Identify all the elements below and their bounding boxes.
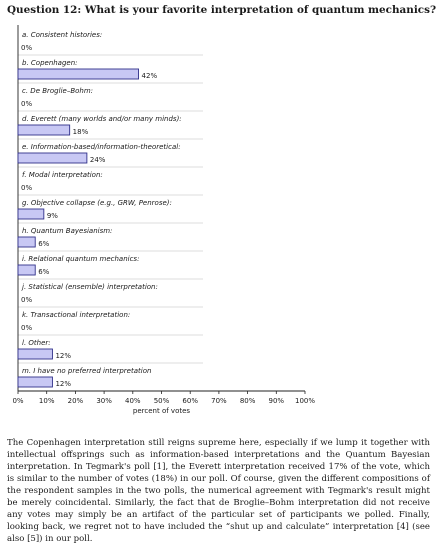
bar <box>18 153 87 163</box>
value-label: 6% <box>38 240 50 248</box>
x-tick-label: 30% <box>96 397 112 405</box>
value-label: 12% <box>55 380 72 388</box>
x-tick-label: 80% <box>239 397 256 405</box>
x-tick-label: 10% <box>38 397 55 405</box>
value-label: 0% <box>21 324 33 332</box>
value-label: 9% <box>46 212 58 220</box>
value-label: 6% <box>38 268 50 276</box>
category-label: f. Modal interpretation: <box>22 171 103 179</box>
value-label: 0% <box>21 44 33 52</box>
category-label: h. Quantum Bayesianism: <box>22 227 113 235</box>
x-tick-label: 90% <box>268 397 285 405</box>
category-label: j. Statistical (ensemble) interpretation: <box>22 283 158 291</box>
value-label: 0% <box>21 100 33 108</box>
x-tick-label: 0% <box>12 397 24 405</box>
question-title: Question 12: What is your favorite interpretation of quantum mechanics? <box>7 4 437 16</box>
category-label: a. Consistent histories: <box>22 31 103 39</box>
value-label: 24% <box>89 156 106 164</box>
x-tick-label: 20% <box>67 397 84 405</box>
bar <box>18 237 35 247</box>
x-axis-label: percent of votes <box>132 407 191 415</box>
x-tick-label: 50% <box>153 397 170 405</box>
category-label: i. Relational quantum mechanics: <box>22 255 140 263</box>
value-label: 0% <box>21 296 33 304</box>
bar <box>18 69 139 79</box>
bar <box>18 209 44 219</box>
body-paragraph: The Copenhagen interpretation still reigns supreme here, especially if we lump it together with intellectual offsprings such as information-based interpretations and the Quantum Bayesian interpretation. In Tegmark's poll [1], the Everett interpretation received 17% of the vote, which is similar to the number of votes (18%) in our poll. Of course, given the different compositions of the respondent samples in the two polls, the numerical agreement with Tegmark's result might be merely coincidental. Similarly, the fact that de Broglie–Bohm interpretation did not receive any votes may simply be an artifact of the particular set of participants we polled. Finally, looking back, we regret not to have included the “shut up and calculate” interpretation [4] (see also [5]) in our poll. <box>7 438 430 544</box>
category-label: k. Transactional interpretation: <box>22 311 131 319</box>
category-label: m. I have no preferred interpretation <box>22 367 152 375</box>
category-label: l. Other: <box>22 339 51 347</box>
bar <box>18 265 35 275</box>
value-label: 42% <box>141 72 158 80</box>
category-label: b. Copenhagen: <box>22 59 78 67</box>
value-label: 18% <box>72 128 89 136</box>
x-tick-label: 40% <box>125 397 141 405</box>
x-tick-label: 70% <box>211 397 227 405</box>
bar <box>18 125 70 135</box>
category-label: e. Information-based/information-theoretical: <box>22 143 181 151</box>
x-tick-label: 60% <box>182 397 198 405</box>
bar <box>18 349 52 359</box>
category-label: d. Everett (many worlds and/or many minds): <box>22 115 182 123</box>
category-label: g. Objective collapse (e.g., GRW, Penrose): <box>22 199 172 207</box>
bar <box>18 377 52 387</box>
x-tick-label: 100% <box>294 397 316 405</box>
category-label: c. De Broglie–Bohm: <box>22 87 94 95</box>
value-label: 0% <box>21 184 33 192</box>
value-label: 12% <box>55 352 72 360</box>
